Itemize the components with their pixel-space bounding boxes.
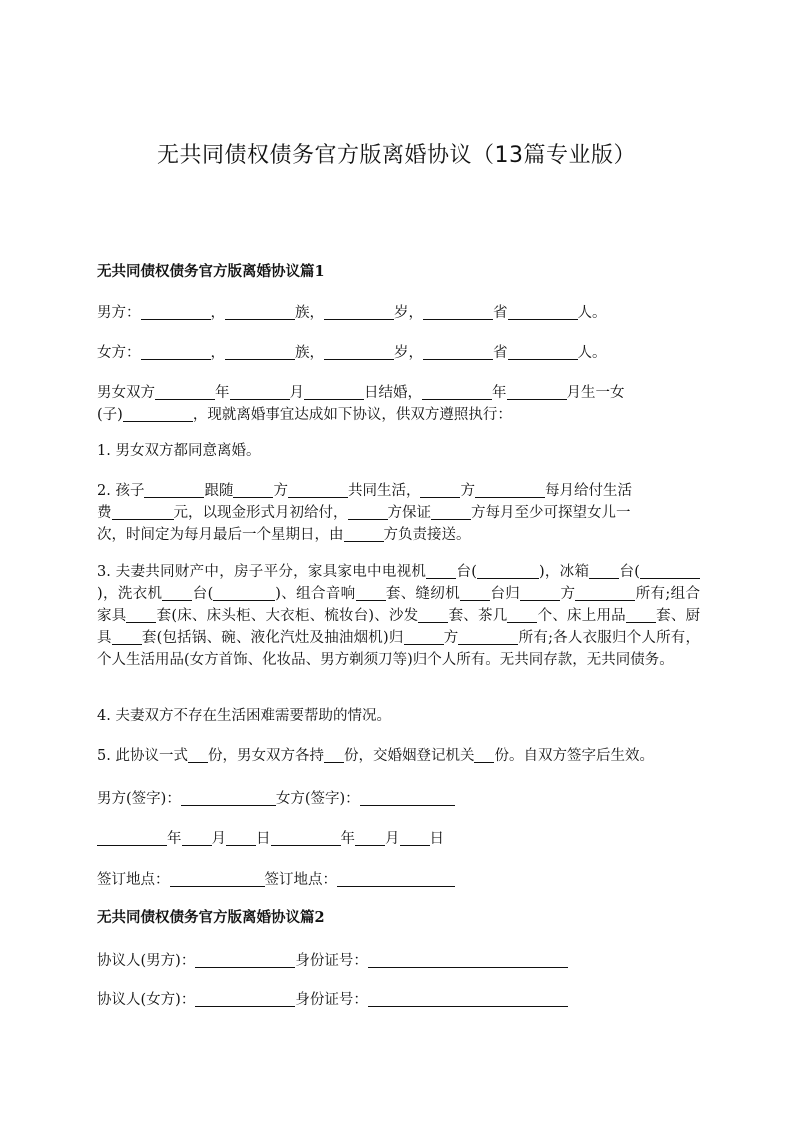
blank: [304, 383, 364, 400]
blank: [141, 343, 211, 360]
blank: [182, 829, 212, 846]
date-line: 年 月 日 年 月 日: [97, 828, 700, 850]
blank: [141, 303, 211, 320]
blank: [400, 829, 430, 846]
blank: [508, 343, 578, 360]
blank: [324, 303, 394, 320]
blank: [337, 870, 455, 887]
blank: [344, 525, 384, 542]
section1-heading: 无共同债权债务官方版离婚协议篇1: [97, 263, 325, 280]
blank: [97, 829, 167, 846]
item-1: 1. 男女双方都同意离婚。: [97, 443, 261, 459]
item-4: 4. 夫妻双方不存在生活困难需要帮助的情况。: [97, 708, 391, 724]
blank: [112, 503, 174, 520]
blank: [589, 562, 619, 579]
document-title: 无共同债权债务官方版离婚协议（13篇专业版）: [157, 143, 636, 168]
blank: [423, 343, 493, 360]
item-2: 2. 孩子 跟随 方 共同生活， 方 每月给付生活 费 元，以现金形式月初给付， 方保证 方每月至少可探望女儿一 次，时间定为每月最后一个星期日，由 方负责接送。: [97, 483, 632, 543]
blank: [404, 628, 444, 645]
place-line: 签订地点： 签订地点：: [97, 869, 700, 891]
blank: [420, 481, 460, 498]
male-party-line: 协议人(男方)： 身份证号：: [97, 950, 700, 972]
male-signature-blank: [181, 789, 276, 806]
male-info-line: 男方： ， 族， 岁， 省 人。: [97, 305, 607, 321]
blank: [155, 383, 215, 400]
blank: [271, 829, 341, 846]
blank: [355, 829, 385, 846]
blank: [123, 405, 193, 422]
blank: [195, 990, 295, 1007]
blank: [426, 562, 456, 579]
female-party-line: 协议人(女方)： 身份证号：: [97, 989, 700, 1011]
blank: [195, 951, 295, 968]
blank: [422, 383, 492, 400]
blank: [575, 584, 635, 601]
blank: [162, 584, 192, 601]
blank: [226, 829, 256, 846]
blank: [474, 746, 494, 763]
blank: [431, 503, 471, 520]
blank: [144, 481, 204, 498]
blank: [520, 584, 560, 601]
blank: [460, 584, 490, 601]
blank: [233, 481, 273, 498]
blank: [640, 562, 700, 579]
blank: [348, 503, 388, 520]
marriage-paragraph: 男女双方 年 月 日结婚， 年 月生一女 (子) ，现就离婚事宜达成如下协议，供双方遵照执行：: [97, 385, 625, 423]
blank: [170, 870, 265, 887]
blank: [112, 628, 142, 645]
blank: [324, 746, 344, 763]
blank: [626, 606, 656, 623]
blank: [230, 383, 290, 400]
blank: [324, 343, 394, 360]
blank: [288, 481, 348, 498]
blank: [213, 584, 275, 601]
blank: [423, 303, 493, 320]
blank: [507, 383, 567, 400]
blank: [356, 584, 386, 601]
signature-line: 男方(签字)： 女方(签字)：: [97, 788, 700, 810]
blank: [508, 303, 578, 320]
blank: [225, 303, 295, 320]
female-signature-blank: [360, 789, 455, 806]
blank: [126, 606, 156, 623]
blank: [475, 481, 545, 498]
blank: [368, 990, 568, 1007]
section2-heading: 无共同债权债务官方版离婚协议篇2: [97, 909, 325, 926]
blank: [225, 343, 295, 360]
blank: [477, 562, 539, 579]
blank: [368, 951, 568, 968]
blank: [418, 606, 448, 623]
blank: [458, 628, 518, 645]
item-5: 5. 此协议一式 份，男女双方各持 份，交婚姻登记机关 份。自双方签字后生效。: [97, 748, 654, 764]
blank: [188, 746, 208, 763]
item-3: 3. 夫妻共同财产中，房子平分，家具家电中电视机 台( )，冰箱 台()，洗衣机 台( )、组合音响 套、缝纫机 台归 方 所有;组合家具 套(床、床头柜、大衣柜、梳妆台)、沙发 套、茶几 个、床上用品 套、厨具 套(包括锅、碗、液化汽灶及抽油烟机)归 方 所有;各人衣服归个人所有，个人生活用品(女方首饰、化妆品、男方剃须刀等)归个人所有。无共同存款，无共同债务。: [97, 564, 701, 668]
female-info-line: 女方： ， 族， 岁， 省 人。: [97, 345, 607, 361]
blank: [507, 606, 537, 623]
